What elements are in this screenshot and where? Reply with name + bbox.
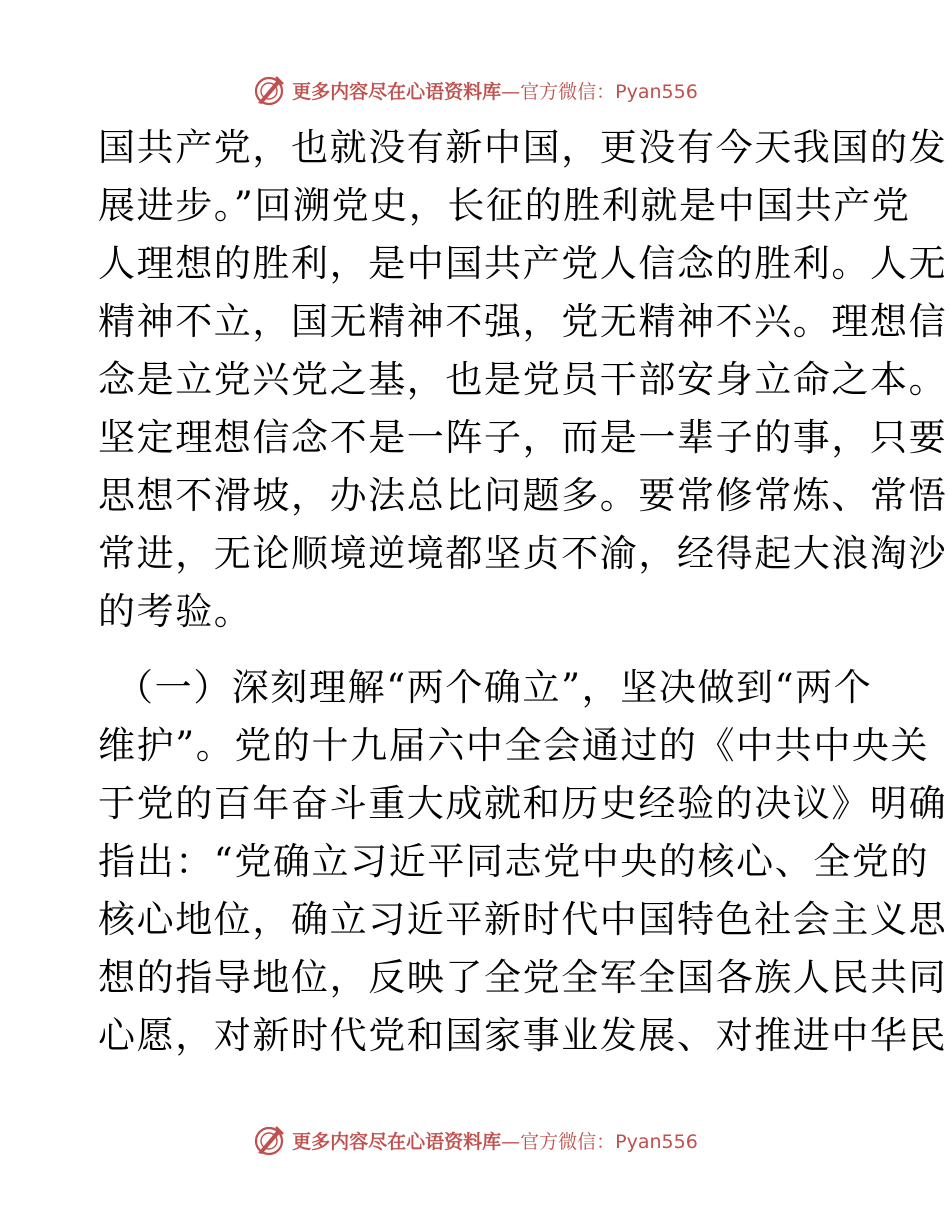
text-line: 于党的百年奋斗重大成就和历史经验的决议》明确 [98, 782, 948, 825]
text-line: 想的指导地位，反映了全党全军全国各族人民共同 [98, 956, 948, 999]
paragraph-2 [98, 659, 948, 1065]
text-line: （一）深刻理解“两个确立”，坚决做到“两个 [116, 666, 873, 709]
header-watermark-main: 更多内容尽在心语资料库 [292, 80, 502, 103]
footer-watermark-text [292, 1127, 698, 1154]
text-line: 人理想的胜利，是中国共产党人信念的胜利。人无 [98, 242, 948, 285]
pen-logo-icon [252, 1123, 286, 1157]
footer-watermark-main: 更多内容尽在心语资料库 [292, 1130, 502, 1153]
header-watermark [0, 70, 950, 110]
text-line: 核心地位，确立习近平新时代中国特色社会主义思 [98, 898, 948, 941]
footer-watermark [0, 1120, 950, 1160]
text-line: 坚定理想信念不是一阵子，而是一辈子的事，只要 [98, 416, 948, 459]
text-line: 思想不滑坡，办法总比问题多。要常修常炼、常悟 [98, 474, 948, 517]
text-line: 展进步。”回溯党史，长征的胜利就是中国共产党 [98, 184, 911, 227]
text-line: 的考验。 [98, 590, 253, 633]
text-line: 指出：“党确立习近平同志党中央的核心、全党的 [98, 840, 930, 883]
paragraph-spacer [98, 641, 858, 659]
text-line: 精神不立，国无精神不强，党无精神不兴。理想信 [98, 300, 948, 343]
text-line: 心愿，对新时代党和国家事业发展、对推进中华民 [98, 1014, 948, 1057]
text-line: 常进，无论顺境逆境都坚贞不渝，经得起大浪淘沙 [98, 532, 948, 575]
header-watermark-text [292, 77, 698, 104]
pen-logo-icon [252, 73, 286, 107]
footer-watermark-sub: —官方微信：Pyan556 [501, 1130, 698, 1153]
text-line: 国共产党，也就没有新中国，更没有今天我国的发 [98, 126, 948, 169]
paragraph-1 [98, 119, 948, 641]
header-watermark-sub: —官方微信：Pyan556 [501, 80, 698, 103]
text-line: 念是立党兴党之基，也是党员干部安身立命之本。 [98, 358, 948, 401]
document-body [98, 119, 948, 1065]
text-line: 维护”。党的十九届六中全会通过的《中共中央关 [98, 724, 930, 767]
